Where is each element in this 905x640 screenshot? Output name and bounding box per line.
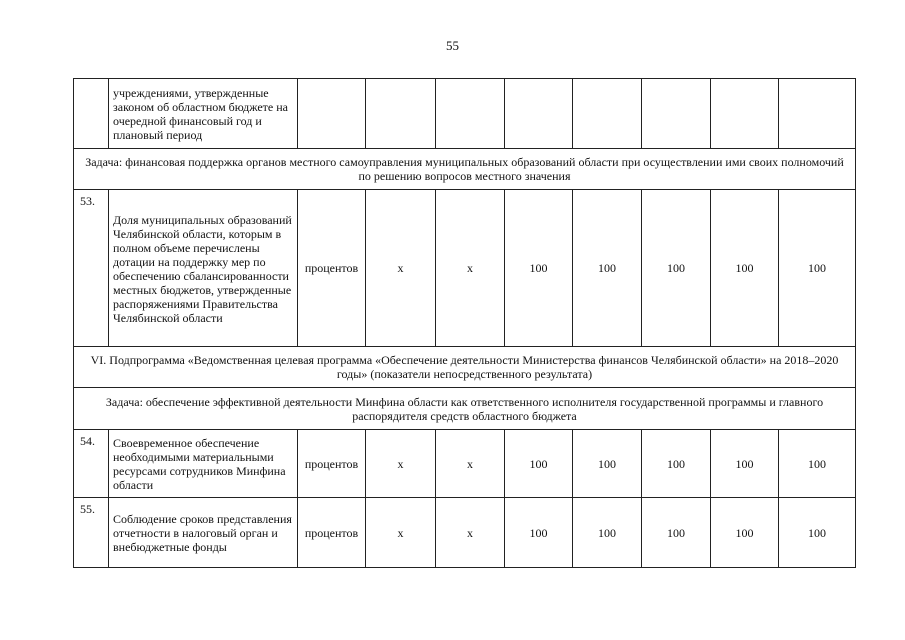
subprogram-heading: VI. Подпрограмма «Ведомственная целевая программа «Обеспечение деятельности Министерства финансов Челябинской области» на 2018–2020 годы» (показатели непосредственного результата) (74, 347, 856, 388)
empty-cell (779, 79, 856, 149)
value-cell: x (366, 498, 436, 568)
value-cell: 100 (642, 498, 711, 568)
row-number-cell: 55. (74, 498, 109, 568)
table-row-continued (74, 79, 856, 149)
value-cell: 100 (573, 430, 642, 498)
value-cell: 100 (505, 498, 573, 568)
unit-cell: процентов (298, 190, 366, 347)
indicators-table (73, 78, 856, 568)
value-cell: 100 (711, 190, 779, 347)
value-cell: x (436, 430, 505, 498)
value-cell: 100 (573, 498, 642, 568)
value-cell: 100 (779, 430, 856, 498)
table-row-54 (74, 430, 856, 498)
value-cell: 100 (505, 190, 573, 347)
task-row (74, 149, 856, 190)
page-number: 55 (446, 38, 459, 53)
subprogram-row (74, 347, 856, 388)
value-cell: 100 (779, 498, 856, 568)
task-heading: Задача: обеспечение эффективной деятельности Минфина области как ответственного исполнителя государственной программы и главного распорядителя средств областного бюджета (74, 388, 856, 430)
value-cell: 100 (642, 190, 711, 347)
table-row-53 (74, 190, 856, 347)
indicator-name-cell: учреждениями, утвержденные законом об областном бюджете на очередной финансовый год и плановый период (109, 79, 298, 149)
value-cell: 100 (711, 430, 779, 498)
value-cell: 100 (505, 430, 573, 498)
empty-cell (642, 79, 711, 149)
empty-cell (505, 79, 573, 149)
value-cell: x (366, 190, 436, 347)
value-cell: 100 (642, 430, 711, 498)
empty-cell (436, 79, 505, 149)
value-cell: 100 (711, 498, 779, 568)
row-number-cell: 53. (74, 190, 109, 347)
task-heading: Задача: финансовая поддержка органов местного самоуправления муниципальных образований области при осуществлении ими своих полномочий по решению вопросов местного значения (74, 149, 856, 190)
unit-cell: процентов (298, 430, 366, 498)
row-number-cell (74, 79, 109, 149)
indicator-name-cell: Своевременное обеспечение необходимыми материальными ресурсами сотрудников Минфина области (109, 430, 298, 498)
task-row (74, 388, 856, 430)
value-cell: x (436, 190, 505, 347)
row-number-cell: 54. (74, 430, 109, 498)
unit-cell: процентов (298, 498, 366, 568)
empty-cell (298, 79, 366, 149)
value-cell: 100 (779, 190, 856, 347)
indicator-name-cell: Соблюдение сроков представления отчетности в налоговый орган и внебюджетные фонды (109, 498, 298, 568)
indicator-name-cell: Доля муниципальных образований Челябинской области, которым в полном объеме перечислены дотации на поддержку мер по обеспечению сбалансированности местных бюджетов, утвержденные распоряжениями Правительства Челябинской области (109, 190, 298, 347)
table-row-55 (74, 498, 856, 568)
empty-cell (573, 79, 642, 149)
empty-cell (366, 79, 436, 149)
value-cell: x (436, 498, 505, 568)
value-cell: x (366, 430, 436, 498)
empty-cell (711, 79, 779, 149)
value-cell: 100 (573, 190, 642, 347)
